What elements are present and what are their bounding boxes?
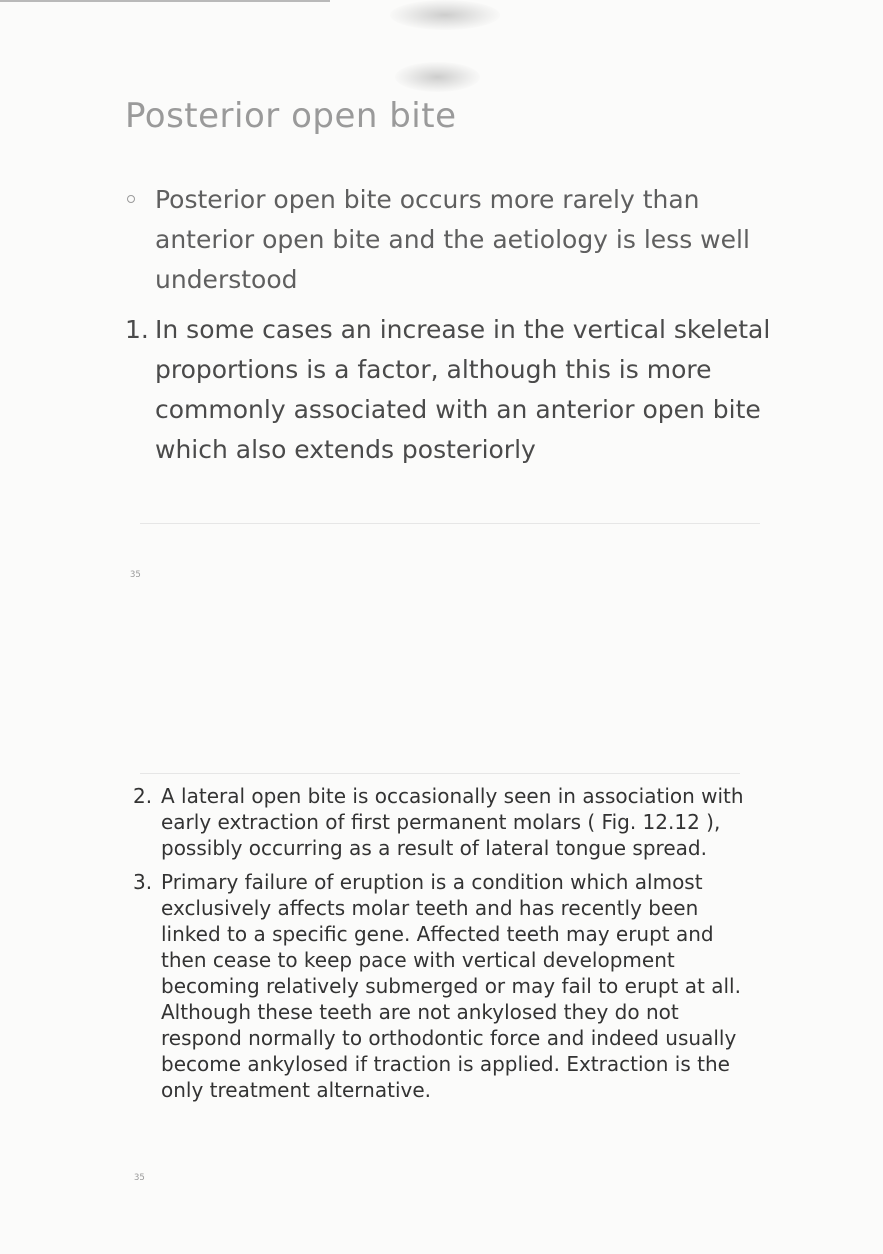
notes-item-text: A lateral open bite is occasionally seen in association with early extraction of first permanent molars ( Fig. 12.12 ), possibly occurring as a result of lateral tongue spread. (161, 784, 744, 860)
slide-divider (140, 523, 760, 524)
notes-body (133, 783, 763, 1111)
slide-body (125, 180, 775, 470)
notes-item-number: 3. (133, 870, 153, 894)
notes-item (133, 783, 763, 861)
notes-item (133, 869, 763, 1103)
slide-numbered-item (125, 310, 775, 470)
slide-bullet-text: Posterior open bite occurs more rarely than anterior open bite and the aetiology is less well understood (155, 185, 750, 294)
scan-edge-line (0, 0, 330, 2)
notes-item-text: Primary failure of eruption is a condition which almost exclusively affects molar teeth and has recently been linked to a specific gene. Affected teeth may erupt and then cease to keep pace with vertical development becoming relatively submerged or may fail to erupt at all. Although these teeth are not ankylosed they do not respond normally to orthodontic force and indeed usually become ankylosed if traction is applied. Extraction is the only treatment alternative. (161, 870, 741, 1102)
notes-item-number: 2. (133, 784, 153, 808)
slide-title: Posterior open bite (125, 96, 457, 136)
notes-page-number: 35 (134, 1173, 145, 1183)
item-number: 1. (125, 315, 149, 344)
bullet-icon (127, 195, 135, 203)
notes-divider (140, 773, 740, 774)
slide-bullet (125, 180, 775, 300)
slide-page-number: 35 (130, 570, 141, 580)
scan-smudge-top (390, 0, 500, 30)
slide-item-text: In some cases an increase in the vertical skeletal proportions is a factor, although this is more commonly associated with an anterior open bite which also extends posteriorly (155, 315, 771, 464)
scan-smudge-title (395, 62, 480, 92)
